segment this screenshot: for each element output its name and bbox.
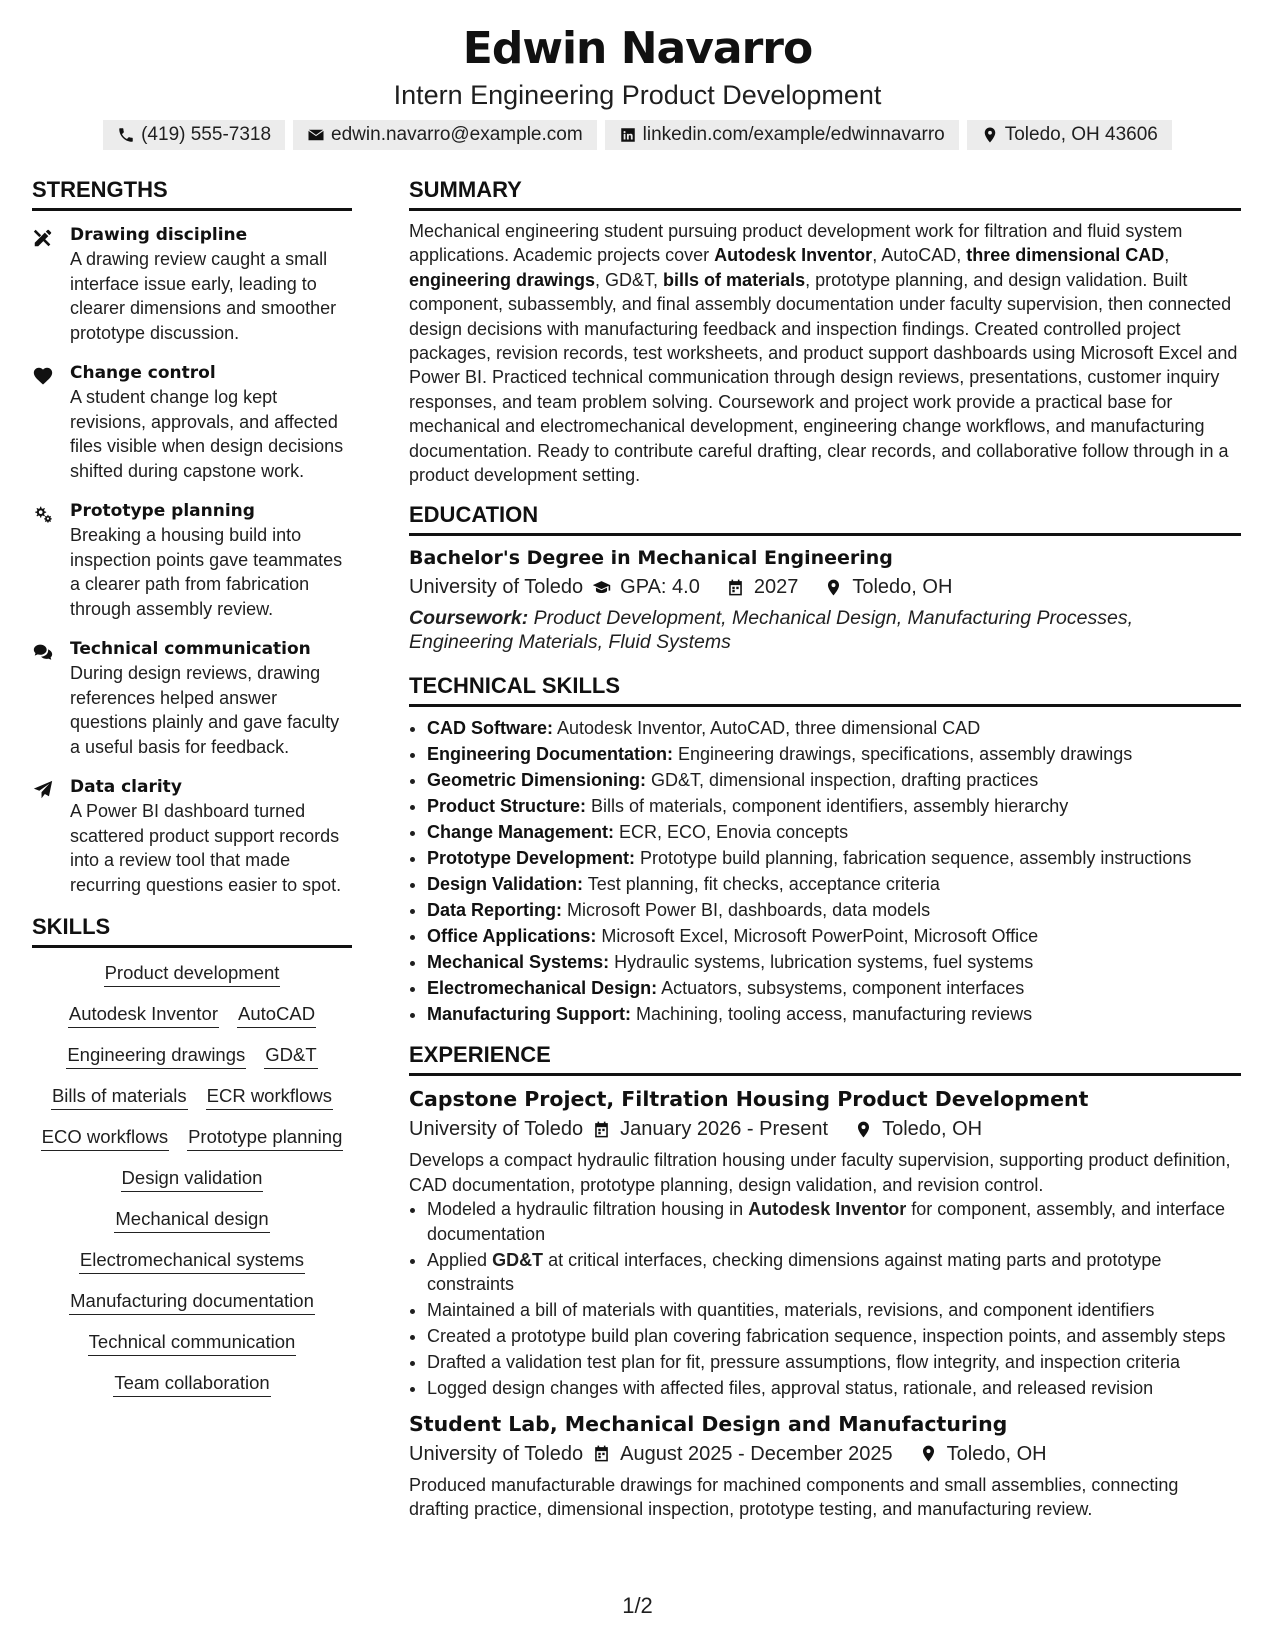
calendar-icon bbox=[592, 1444, 611, 1463]
summary-part: , bbox=[1164, 245, 1170, 266]
skill-label: Electromechanical Design: bbox=[427, 978, 658, 999]
job-location: Toledo, OH bbox=[946, 1442, 1047, 1465]
strength-item bbox=[32, 223, 352, 345]
education-location: Toledo, OH bbox=[852, 576, 953, 599]
strength-text: A drawing review caught a small interface issue early, leading to clearer dimensions and smoother prototype discussion. bbox=[70, 249, 337, 343]
job-org: University of Toledo bbox=[409, 1442, 584, 1465]
contact-location bbox=[967, 120, 1172, 150]
skills-row bbox=[32, 1165, 352, 1192]
technical-skill-item bbox=[427, 767, 1241, 793]
contact-phone[interactable] bbox=[103, 120, 285, 150]
heart-icon bbox=[32, 365, 54, 387]
skills-row bbox=[32, 1001, 352, 1028]
skill-value: Hydraulic systems, lubrication systems, fuel systems bbox=[609, 952, 1034, 973]
job-meta bbox=[409, 1114, 1241, 1144]
skills-row bbox=[32, 1206, 352, 1233]
skill-label: Geometric Dimensioning: bbox=[427, 770, 647, 791]
education-heading: EDUCATION bbox=[409, 501, 1241, 536]
coursework-label: Coursework: bbox=[409, 607, 529, 630]
right-column bbox=[409, 176, 1241, 1522]
contact-email-text: edwin.navarro@example.com bbox=[331, 124, 583, 145]
map-marker-icon bbox=[854, 1120, 873, 1139]
strength-item bbox=[32, 361, 352, 483]
skill-value: Machining, tooling access, manufacturing reviews bbox=[630, 1004, 1033, 1025]
strength-title: Prototype planning bbox=[70, 501, 255, 521]
experience-heading: EXPERIENCE bbox=[409, 1041, 1241, 1076]
linkedin-icon bbox=[619, 126, 637, 144]
skills-row bbox=[32, 1247, 352, 1274]
skill-tag: Manufacturing documentation bbox=[69, 1288, 315, 1315]
bullet-text: at critical interfaces, checking dimensions against mating parts and prototype constraints bbox=[427, 1249, 1162, 1295]
summary-part: Mechanical engineering student pursuing product development work for filtration and fluid system applications. Academic projects cover bbox=[409, 221, 1183, 266]
job-meta bbox=[409, 1439, 1241, 1469]
skill-tag: ECR workflows bbox=[206, 1083, 333, 1110]
strength-title: Technical communication bbox=[70, 639, 311, 659]
strength-text: A Power BI dashboard turned scattered product support records into a review tool that made recurring questions easier to spot. bbox=[70, 801, 342, 895]
map-marker-icon bbox=[824, 578, 843, 597]
bullet-keyword: Autodesk Inventor bbox=[748, 1199, 907, 1220]
skill-label: Prototype Development: bbox=[427, 848, 636, 869]
technical-skill-item bbox=[427, 923, 1241, 949]
skill-label: Mechanical Systems: bbox=[427, 952, 610, 973]
skill-tag: GD&T bbox=[264, 1042, 317, 1069]
skill-value: Test planning, fit checks, acceptance criteria bbox=[583, 874, 940, 895]
skills-row bbox=[32, 1329, 352, 1356]
phone-icon bbox=[117, 126, 135, 144]
resume-header bbox=[0, 0, 1275, 150]
job-bullet: • Maintained a bill of materials with quantities, materials, revisions, and component identifiers bbox=[427, 1298, 1241, 1323]
technical-skills-heading: TECHNICAL SKILLS bbox=[409, 672, 1241, 707]
contact-bar bbox=[0, 120, 1275, 150]
skill-tag: Technical communication bbox=[88, 1329, 297, 1356]
summary-keyword: bills of materials bbox=[663, 269, 806, 290]
skills-row bbox=[32, 1370, 352, 1397]
skill-tag: Product development bbox=[104, 960, 281, 987]
page-number: 1/2 bbox=[622, 1593, 653, 1618]
skills-list bbox=[32, 956, 352, 1397]
summary-keyword: Autodesk Inventor bbox=[714, 245, 873, 266]
skill-tag: ECO workflows bbox=[41, 1124, 169, 1151]
contact-phone-text: (419) 555-7318 bbox=[141, 124, 272, 145]
strength-title: Drawing discipline bbox=[70, 225, 248, 245]
technical-skill-item bbox=[427, 897, 1241, 923]
technical-skill-item bbox=[427, 819, 1241, 845]
technical-skill-item bbox=[427, 845, 1241, 871]
summary-part: , prototype planning, and design validation. Built component, subassembly, and final assembly documentation under faculty supervision, then connected design decisions with manufacturing feedback and inspection findings. Created controlled project packages, revision records, test worksheets, and product support dashboards using Microsoft Excel and Power BI. Practiced technical communication through design reviews, presentations, customer inquiry responses, and team problem solving. Coursework and project work provide a practical base for mechanical and electromechanical development, engineering change workflows, and manufacturing documentation. Ready to contribute careful drafting, clear records, and collaborative follow through in a product development setting. bbox=[409, 269, 1238, 486]
paper-plane-icon bbox=[32, 779, 54, 801]
pencil-ruler-icon bbox=[32, 227, 54, 249]
summary-part: , GD&T, bbox=[595, 269, 664, 290]
graduation-year: 2027 bbox=[753, 576, 799, 599]
technical-skill-item bbox=[427, 949, 1241, 975]
bullet-text: for component, assembly, and interface documentation bbox=[427, 1199, 1226, 1244]
skills-row bbox=[32, 1083, 352, 1110]
summary-heading: SUMMARY bbox=[409, 176, 1241, 211]
map-marker-icon bbox=[981, 126, 999, 144]
strength-text: A student change log kept revisions, approvals, and affected files visible when design decisions shifted during capstone work. bbox=[70, 387, 344, 481]
education-meta bbox=[409, 572, 1241, 602]
strength-text: During design reviews, drawing references helped answer questions plainly and gave faculty a useful basis for feedback. bbox=[70, 663, 340, 757]
strengths-list bbox=[32, 219, 352, 897]
skills-heading: SKILLS bbox=[32, 913, 352, 948]
job-bullet bbox=[427, 1248, 1241, 1297]
envelope-icon bbox=[307, 126, 325, 144]
strength-item bbox=[32, 637, 352, 759]
job-bullets bbox=[409, 1197, 1241, 1401]
skill-tag: Electromechanical systems bbox=[79, 1247, 305, 1274]
skill-tag: Team collaboration bbox=[113, 1370, 270, 1397]
gpa: GPA: 4.0 bbox=[620, 576, 700, 599]
candidate-name: Edwin Navarro bbox=[462, 23, 813, 74]
skill-label: Office Applications: bbox=[427, 926, 597, 947]
left-column bbox=[32, 176, 352, 1397]
coursework bbox=[409, 606, 1241, 654]
skills-row bbox=[32, 1288, 352, 1315]
bullet-text: Applied bbox=[427, 1249, 493, 1270]
strengths-heading: STRENGTHS bbox=[32, 176, 352, 211]
skill-label: Manufacturing Support: bbox=[427, 1004, 631, 1025]
technical-skill-item bbox=[427, 715, 1241, 741]
job-title: Capstone Project, Filtration Housing Product Development bbox=[409, 1087, 1089, 1112]
skill-value: Actuators, subsystems, component interfaces bbox=[657, 978, 1025, 999]
contact-linkedin[interactable] bbox=[605, 120, 959, 150]
calendar-icon bbox=[592, 1120, 611, 1139]
job-org: University of Toledo bbox=[409, 1118, 584, 1141]
job-bullet: • Created a prototype build plan covering fabrication sequence, inspection points, and assembly steps bbox=[427, 1324, 1241, 1349]
strength-item bbox=[32, 499, 352, 621]
skill-label: Product Structure: bbox=[427, 796, 587, 817]
skill-tag: AutoCAD bbox=[237, 1001, 316, 1028]
skills-row bbox=[32, 1042, 352, 1069]
skill-value: ECR, ECO, Enovia concepts bbox=[614, 822, 849, 843]
skill-label: Engineering Documentation: bbox=[427, 744, 674, 765]
strength-title: Change control bbox=[70, 363, 216, 383]
technical-skills-list bbox=[409, 715, 1241, 1027]
job-description: Develops a compact hydraulic filtration housing under faculty supervision, supporting product definition, CAD documentation, prototype planning, design validation, and revision control. bbox=[409, 1150, 1231, 1195]
contact-location-text: Toledo, OH 43606 bbox=[1004, 124, 1158, 145]
strength-title: Data clarity bbox=[70, 777, 182, 797]
job-description: Produced manufacturable drawings for machined components and small assemblies, connecting drafting practice, dimensional inspection, prototype testing, and manufacturing review. bbox=[409, 1474, 1179, 1520]
skill-tag: Mechanical design bbox=[114, 1206, 269, 1233]
job-bullet: • Drafted a validation test plan for fit, pressure assumptions, flow integrity, and inspection criteria bbox=[427, 1350, 1241, 1375]
job-dates: January 2026 - Present bbox=[620, 1118, 829, 1141]
technical-skill-item bbox=[427, 793, 1241, 819]
strength-text: Breaking a housing build into inspection points gave teammates a clearer path from fabrication through assembly review. bbox=[70, 525, 343, 619]
candidate-title: Intern Engineering Product Development bbox=[393, 80, 882, 110]
summary-part: , AutoCAD, bbox=[872, 245, 967, 266]
technical-skill-item bbox=[427, 871, 1241, 897]
skill-value: Microsoft Power BI, dashboards, data models bbox=[562, 900, 931, 921]
contact-email[interactable] bbox=[293, 120, 597, 150]
technical-skill-item bbox=[427, 741, 1241, 767]
skill-label: Design Validation: bbox=[427, 874, 584, 895]
summary-keyword: engineering drawings bbox=[409, 269, 596, 290]
map-marker-icon bbox=[919, 1444, 938, 1463]
bullet-keyword: GD&T bbox=[492, 1249, 544, 1270]
job-bullet bbox=[427, 1197, 1241, 1246]
skill-label: CAD Software: bbox=[427, 718, 554, 739]
graduation-cap-icon bbox=[592, 578, 611, 597]
calendar-icon bbox=[726, 578, 745, 597]
skill-tag: Bills of materials bbox=[51, 1083, 188, 1110]
skills-row bbox=[32, 1124, 352, 1151]
job-location: Toledo, OH bbox=[882, 1118, 983, 1141]
skill-value: GD&T, dimensional inspection, drafting practices bbox=[646, 770, 1039, 791]
summary-keyword: three dimensional CAD bbox=[966, 245, 1165, 266]
skills-row bbox=[32, 960, 352, 987]
skill-label: Data Reporting: bbox=[427, 900, 562, 921]
summary-text bbox=[409, 219, 1241, 487]
skill-tag: Design validation bbox=[121, 1165, 264, 1192]
coursework-list: Product Development, Mechanical Design, Manufacturing Processes, Engineering Materials, Fluid Systems bbox=[409, 607, 1133, 654]
job-bullet: • Logged design changes with affected files, approval status, rationale, and released revision bbox=[427, 1376, 1241, 1401]
job-dates: August 2025 - December 2025 bbox=[620, 1442, 893, 1465]
technical-skill-item bbox=[427, 975, 1241, 1001]
job-title: Student Lab, Mechanical Design and Manufacturing bbox=[409, 1411, 1008, 1436]
skill-label: Change Management: bbox=[427, 822, 615, 843]
skill-value: Microsoft Excel, Microsoft PowerPoint, Microsoft Office bbox=[596, 926, 1039, 947]
skill-value: Autodesk Inventor, AutoCAD, three dimensional CAD bbox=[553, 718, 981, 739]
skill-tag: Engineering drawings bbox=[66, 1042, 246, 1069]
technical-skill-item bbox=[427, 1001, 1241, 1027]
skill-value: Prototype build planning, fabrication sequence, assembly instructions bbox=[635, 848, 1192, 869]
skill-tag: Prototype planning bbox=[187, 1124, 343, 1151]
skill-value: Bills of materials, component identifiers, assembly hierarchy bbox=[586, 796, 1069, 817]
contact-linkedin-text: linkedin.com/example/edwinnavarro bbox=[642, 124, 945, 145]
comments-icon bbox=[32, 641, 54, 663]
school-name: University of Toledo bbox=[409, 576, 584, 599]
bullet-text: Modeled a hydraulic filtration housing in bbox=[427, 1199, 749, 1220]
skill-value: Engineering drawings, specifications, assembly drawings bbox=[673, 744, 1133, 765]
skill-tag: Autodesk Inventor bbox=[68, 1001, 219, 1028]
degree-title: Bachelor's Degree in Mechanical Engineering bbox=[409, 547, 893, 570]
gears-icon bbox=[32, 503, 54, 525]
strength-item bbox=[32, 775, 352, 897]
